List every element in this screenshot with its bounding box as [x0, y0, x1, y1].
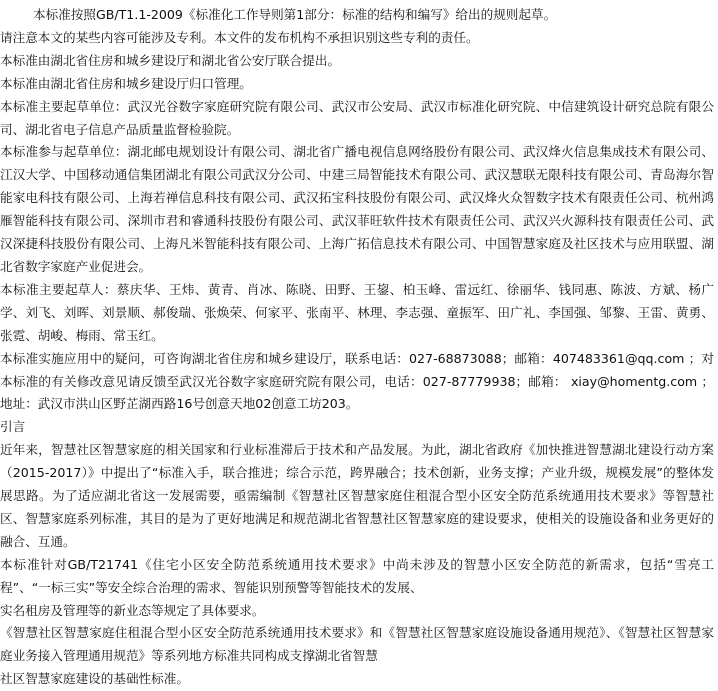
paragraph-intro-scope: 本标准针对GB/T21741《住宅小区安全防范系统通用技术要求》中尚未涉及的智慧小区安全防范的新需求，包括“雪亮工程”、“一标三实”等安全综合治理的需求、智能识别预警等智能技术的发展、 — [0, 556, 714, 595]
paragraph-participating-drafters: 本标准参与起草单位：湖北邮电规划设计有限公司、湖北省广播电视信息网络股份有限公司、武汉烽火信息集成技术有限公司、江汉大学、中国移动通信集团湖北有限公司武汉分公司、中建三局智能技术有限公司、武汉慧联无限科技有限公司、青岛海尔智能家电科技有限公司、上海若禅信息科技有限公司、武汉拓宝科技股份有限公司、武汉烽火众智数字技术有限责任公司、杭州鸿雁智能科技有限公司、深圳市君和睿通科技股份有限公司、武汉菲旺软件技术有限责任公司、武汉兴火源科技有限责任公司、武汉深捷科技股份有限公司、上海凡米智能科技有限公司、上海广拓信息技术有限公司、中国智慧家庭及社区技术与应用联盟、湖北省数字家庭产业促进会。 — [0, 144, 714, 274]
paragraph-main-drafters: 本标准主要起草单位：武汉光谷数字家庭研究院有限公司、武汉市公安局、武汉市标准化研究院、中信建筑设计研究总院有限公司、湖北省电子信息产品质量监督检验院。 — [0, 98, 714, 137]
paragraph-intro-series: 《智慧社区智慧家庭住租混合型小区安全防范系统通用技术要求》和《智慧社区智慧家庭设施设备通用规范》、《智慧社区智慧家庭业务接入管理通用规范》等系列地方标准共同构成支撑湖北省智慧 — [0, 625, 714, 664]
section-heading-introduction: 引言 — [0, 419, 26, 435]
paragraph-administrator: 本标准由湖北省住房和城乡建设厅归口管理。 — [0, 75, 252, 91]
paragraph-patent-notice: 请注意本文的某些内容可能涉及专利。本文件的发布机构不承担识别这些专利的责任。 — [0, 29, 479, 45]
paragraph-main-authors: 本标准主要起草人：蔡庆华、王炜、黄青、肖冰、陈晓、田野、王鋆、柏玉峰、雷远红、徐丽华、钱同惠、陈波、方斌、杨广学、刘飞、刘晖、刘景顺、郝俊瑞、张焕荣、何家平、张南平、林理、李志强、童振军、田广礼、李国强、邹黎、王雷、黄勇、张霓、胡峻、梅雨、常玉红。 — [0, 281, 714, 343]
paragraph-drafting-rules: 本标准按照GB/T1.1-2009《标准化工作导则第1部分：标准的结构和编写》给出的规则起草。 — [33, 7, 557, 22]
paragraph-intro-scope-cont: 实名租房及管理等的新业态等规定了具体要求。 — [0, 602, 265, 618]
paragraph-contact-info: 本标准实施应用中的疑问，可咨询湖北省住房和城乡建设厅，联系电话：027-68873088；邮箱：407483361@qq.com ；对本标准的有关修改意见请反馈至武汉光谷数字家庭研究院有限公司，电话：027-87779938；邮箱： xiay@homentg.com ；地址：武汉市洪山区野芷湖西路16号创意天地02创意工坊203。 — [0, 350, 714, 412]
paragraph-intro-series-cont: 社区智慧家庭建设的基础性标准。 — [0, 671, 189, 687]
paragraph-proposer: 本标准由湖北省住房和城乡建设厅和湖北省公安厅联合提出。 — [0, 52, 341, 68]
paragraph-intro-background: 近年来，智慧社区智慧家庭的相关国家和行业标准滞后于技术和产品发展。为此，湖北省政府《加快推进智慧湖北建设行动方案（2015-2017）》中提出了“标准入手，联合推进；综合示范，跨界融合；技术创新，业务支撑；产业升级，规模发展”的整体发展思路。为了适应湖北省这一发展需要，亟需编制《智慧社区智慧家庭住租混合型小区安全防范系统通用技术要求》等智慧社区、智慧家庭系列标准，其目的是为了更好地满足和规范湖北省智慧社区智慧家庭的建设要求，使相关的设施设备和业务更好的融合、互通。 — [0, 442, 714, 549]
